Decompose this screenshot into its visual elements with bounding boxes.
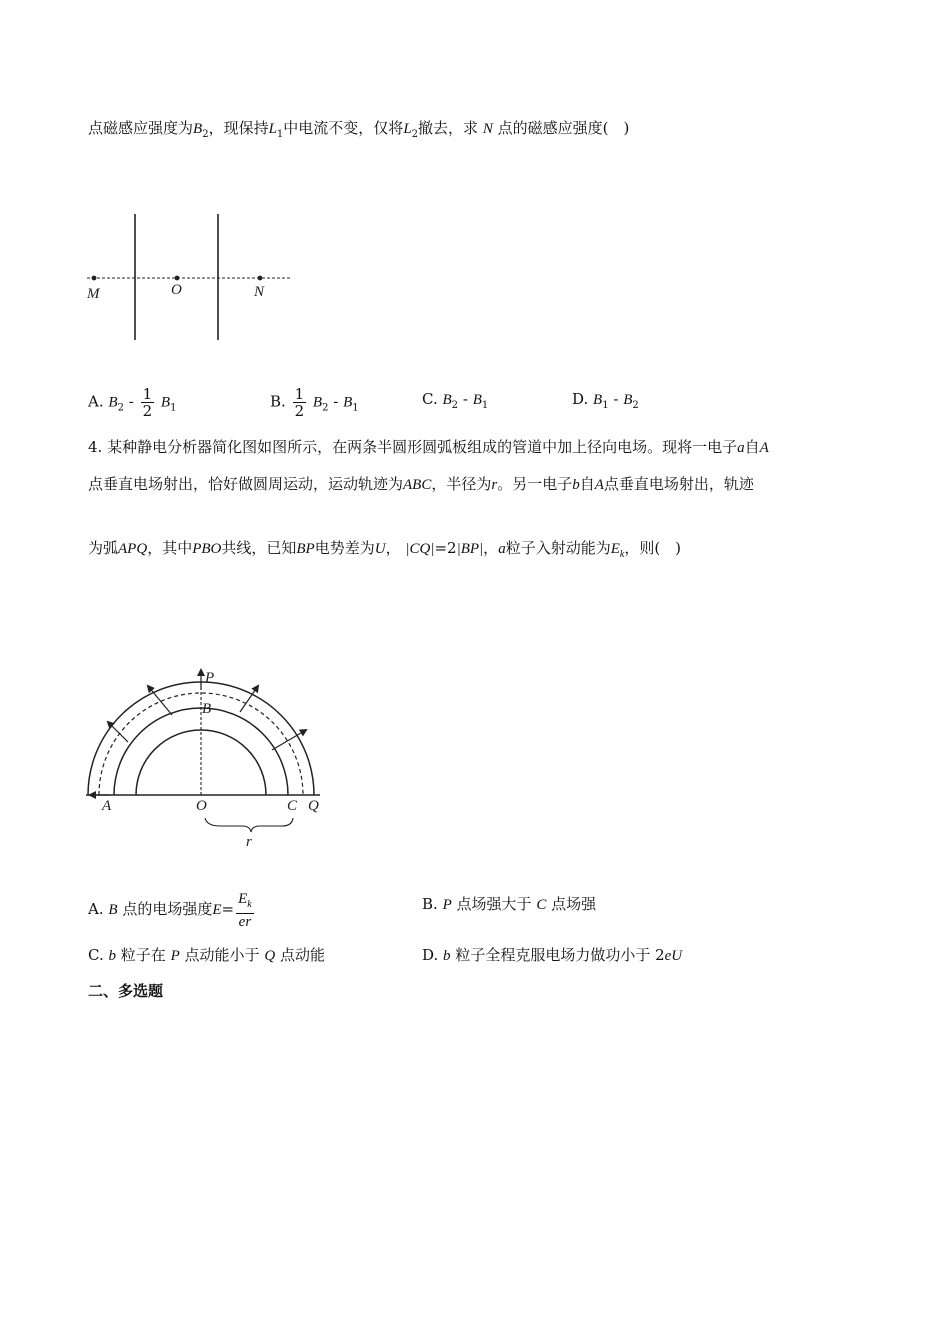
q4-l3-bp: |BP| xyxy=(456,541,484,557)
frac-num-b: 1 xyxy=(294,385,305,403)
frac-den-b: 2 xyxy=(294,402,305,420)
q3-stem xyxy=(88,117,629,146)
sym-n: N xyxy=(482,121,493,137)
q4-opt-c-t2: 点动能小于 xyxy=(184,946,260,964)
q4-option-d[interactable] xyxy=(422,944,682,967)
q4-opt-d-s1: b xyxy=(443,948,451,964)
q3-stem-a: 点磁感应强度为 xyxy=(88,119,194,137)
opt-c-sub: 2 xyxy=(451,400,459,411)
opt-d-label: D. xyxy=(572,390,589,408)
point-n xyxy=(258,276,263,281)
q4-option-a[interactable] xyxy=(88,890,256,930)
point-o xyxy=(175,276,180,281)
opt-a-sub2: 1 xyxy=(170,402,177,414)
opt-c-label: C. xyxy=(422,390,438,408)
sub-1: 1 xyxy=(276,129,284,140)
q4-l3-e: 共线，已知 xyxy=(221,539,297,557)
label-p: P xyxy=(205,670,215,686)
opt-b-frac xyxy=(293,386,307,419)
opt-b-b: B xyxy=(312,394,323,411)
q4-opt-b-pre: B. xyxy=(422,895,443,913)
q4-l2-b: ABC xyxy=(403,477,432,493)
q4-l3-l: 粒子入射动能为 xyxy=(505,539,611,557)
q4-l1-c: 自 xyxy=(744,438,760,456)
q4-l2-e: 。另一电子 xyxy=(497,475,573,493)
q3-option-b[interactable] xyxy=(270,386,359,420)
label-q: Q xyxy=(308,798,319,814)
radius-brace xyxy=(205,818,293,832)
q4-opt-c-s1: b xyxy=(108,948,116,964)
q4-l3-d: PBO xyxy=(192,541,222,557)
opt-d-sub2: 2 xyxy=(632,400,639,411)
q4-opt-a-sym: B xyxy=(108,902,118,918)
q3-stem-c: 中电流不变，仅将 xyxy=(283,119,404,137)
point-m xyxy=(92,276,97,281)
opt-c-b2: B xyxy=(472,392,482,408)
label-a: A xyxy=(102,798,112,814)
q3-option-d[interactable] xyxy=(572,388,639,417)
q4-l3-eq: =2 xyxy=(434,539,457,557)
q4-l2-d: r xyxy=(491,477,498,493)
opt-a-minus: - xyxy=(128,392,134,411)
q4-opt-d-s2: eU xyxy=(664,948,683,964)
q4-l1-d: A xyxy=(759,440,769,456)
q4-l2-g: 自 xyxy=(579,475,595,493)
opt-a-label: A. xyxy=(88,392,104,411)
label-n: N xyxy=(254,284,265,300)
q4-l3-g: 电势差为 xyxy=(314,539,375,557)
section-heading: 二、多选题 xyxy=(88,982,164,1000)
q4-l3-c: ，其中 xyxy=(147,539,193,557)
label-b: B xyxy=(202,701,212,717)
q4-line1 xyxy=(88,436,769,459)
q4-line2 xyxy=(88,473,754,496)
frac-den: 2 xyxy=(142,402,153,420)
opt-a-frac xyxy=(141,386,155,419)
q4-l2-h: A xyxy=(594,477,604,493)
q4-opt-c-pre: C. xyxy=(88,946,109,964)
q4-opt-d-t1: 粒子全程克服电场力做功小于 2 xyxy=(455,946,665,964)
q4-l3-f: BP xyxy=(296,541,315,557)
q4-l3-h: U xyxy=(374,541,386,557)
q4-l3-j: ， xyxy=(483,539,499,557)
opt-b-b2: B xyxy=(343,394,353,411)
q3-option-c[interactable] xyxy=(422,388,488,417)
q4-opt-c-s3: Q xyxy=(264,948,276,964)
sym-l2: L xyxy=(403,121,412,137)
sym-l: L xyxy=(268,121,277,137)
q4-option-c[interactable] xyxy=(88,944,325,967)
frac-num: 1 xyxy=(142,385,153,403)
label-m: M xyxy=(87,286,100,302)
q4-opt-a-pre: A. xyxy=(88,900,109,918)
q4-l1-a: 4. 某种静电分析器简化图如图所示，在两条半圆形圆弧板组成的管道中加上径向电场。现将一电子 xyxy=(88,438,738,456)
q4-l3-b: APQ xyxy=(118,541,148,557)
q4-opt-b-s2: C xyxy=(536,897,547,913)
opt-b-minus: - xyxy=(333,392,339,411)
middle-arc xyxy=(114,708,288,795)
q3-figure xyxy=(85,210,295,345)
q4-opt-b-s1: P xyxy=(442,897,452,913)
opt-d-b: B xyxy=(593,392,603,408)
opt-d-sub: 1 xyxy=(602,400,609,411)
q3-stem-b: ，现保持 xyxy=(208,119,269,137)
sub-2: 2 xyxy=(202,129,209,140)
opt-d-b2: B xyxy=(623,392,633,408)
opt-b-label: B. xyxy=(270,392,286,411)
q4-opt-b-t1: 点场强大于 xyxy=(456,895,532,913)
q4-l3-cq: |CQ| xyxy=(405,541,435,557)
q4-opt-c-t3: 点动能 xyxy=(279,946,325,964)
q4-opt-b-t2: 点场强 xyxy=(551,895,597,913)
label-o: O xyxy=(196,798,207,814)
q4-opt-a-eq: = xyxy=(221,900,235,918)
q4-l3-k: a xyxy=(498,541,506,557)
q4-option-b[interactable] xyxy=(422,893,596,916)
opt-c-minus: - xyxy=(462,390,468,408)
q4-l3-a: 为弧 xyxy=(88,539,119,557)
opt-a-b: B xyxy=(108,394,118,411)
q3-stem-e: 点的磁感应强度( ) xyxy=(497,119,630,137)
q4-line3 xyxy=(88,537,681,566)
opt-a-b2: B xyxy=(160,394,171,411)
frac-num-sub: k xyxy=(247,899,252,910)
q4-l3-sub: k xyxy=(619,549,625,560)
q4-l3-n: ，则( ) xyxy=(624,539,682,557)
q4-opt-d-pre: D. xyxy=(422,946,444,964)
q4-l3-m: E xyxy=(610,541,620,557)
opt-a-sub: 2 xyxy=(117,402,124,414)
q3-stem-d: 撤去，求 xyxy=(418,119,479,137)
sub-2b: 2 xyxy=(411,129,419,140)
q4-opt-a-e: E xyxy=(212,902,222,918)
q4-l3-i: ， xyxy=(385,539,401,557)
label-o: O xyxy=(171,282,182,298)
label-r: r xyxy=(246,834,252,850)
q4-opt-c-t1: 粒子在 xyxy=(120,946,166,964)
frac-num-e: E xyxy=(238,891,248,907)
opt-b-sub2: 1 xyxy=(352,402,359,414)
q4-l2-a: 点垂直电场射出，恰好做圆周运动，运动轨迹为 xyxy=(88,475,404,493)
sym-b: B xyxy=(193,121,203,137)
q4-opt-a-frac xyxy=(236,890,254,930)
label-c: C xyxy=(287,798,298,814)
q4-l2-c: ，半径为 xyxy=(431,475,492,493)
opt-c-b: B xyxy=(442,392,452,408)
q3-option-a[interactable] xyxy=(88,386,176,420)
q4-l1-b: a xyxy=(737,440,745,456)
q4-l2-i: 点垂直电场射出，轨迹 xyxy=(603,475,754,493)
opt-c-sub2: 1 xyxy=(481,400,489,411)
q4-l2-f: b xyxy=(572,477,580,493)
q4-opt-a-text: 点的电场强度 xyxy=(122,900,213,918)
opt-d-minus: - xyxy=(613,390,619,408)
opt-b-sub: 2 xyxy=(322,402,329,414)
q4-opt-c-s2: P xyxy=(170,948,180,964)
field-arrow-4 xyxy=(272,730,306,750)
frac-den-er: er xyxy=(238,914,252,930)
q4-figure xyxy=(80,660,340,850)
field-arrow-1 xyxy=(108,722,128,742)
